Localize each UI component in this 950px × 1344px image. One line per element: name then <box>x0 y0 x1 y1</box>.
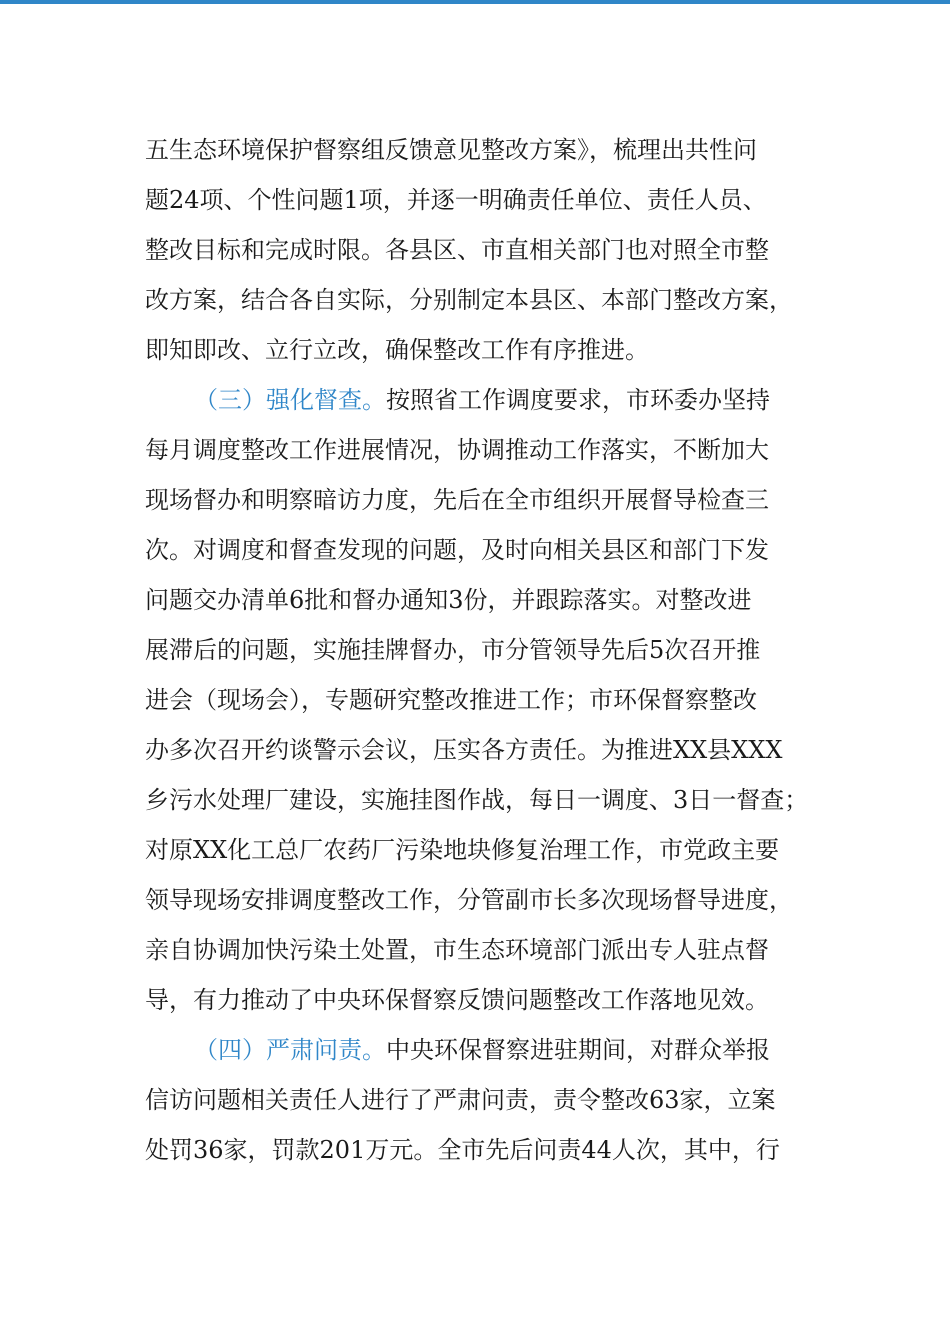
body-line: 亲自协调加快污染土处置，市生态环境部门派出专人驻点督 <box>145 936 769 964</box>
section-4-first-line <box>194 1030 874 1070</box>
section-4-heading: （四）严肃问责。 <box>194 1036 386 1064</box>
body-line: 五生态环境保护督察组反馈意见整改方案》，梳理出共性问 <box>145 136 757 164</box>
body-line: 即知即改、立行立改，确保整改工作有序推进。 <box>145 336 649 364</box>
body-line: 进会（现场会），专题研究整改推进工作；市环保督察整改 <box>145 686 757 714</box>
body-line: 每月调度整改工作进展情况，协调推动工作落实，不断加大 <box>145 436 769 464</box>
section-4-text: 中央环保督察进驻期间，对群众举报 <box>386 1036 770 1064</box>
body-line: 整改目标和完成时限。各县区、市直相关部门也对照全市整 <box>145 236 769 264</box>
body-line: 对原XX化工总厂农药厂污染地块修复治理工作，市党政主要 <box>145 836 780 864</box>
body-line: 办多次召开约谈警示会议，压实各方责任。为推进XX县XXX <box>145 736 783 764</box>
body-line: 领导现场安排调度整改工作，分管副市长多次现场督导进度， <box>145 886 793 914</box>
section-3-first-line <box>194 380 874 420</box>
body-line: 展滞后的问题，实施挂牌督办，市分管领导先后5次召开推 <box>145 636 761 664</box>
section-3-heading: （三）强化督查。 <box>194 386 386 414</box>
body-line: 乡污水处理厂建设，实施挂图作战，每日一调度、3日一督查； <box>145 786 809 814</box>
section-3-text: 按照省工作调度要求，市环委办坚持 <box>386 386 770 414</box>
body-line: 导，有力推动了中央环保督察反馈问题整改工作落地见效。 <box>145 986 769 1014</box>
body-line: 现场督办和明察暗访力度，先后在全市组织开展督导检查三 <box>145 486 769 514</box>
body-line: 题24项、个性问题1项，并逐一明确责任单位、责任人员、 <box>145 186 767 214</box>
body-line: 次。对调度和督查发现的问题，及时向相关县区和部门下发 <box>145 536 769 564</box>
body-line: 处罚36家，罚款201万元。全市先后问责44人次，其中，行 <box>145 1136 780 1164</box>
body-line: 信访问题相关责任人进行了严肃问责，责令整改63家，立案 <box>145 1086 776 1114</box>
body-line: 问题交办清单6批和督办通知3份，并跟踪落实。对整改进 <box>145 586 752 614</box>
body-line: 改方案，结合各自实际，分别制定本县区、本部门整改方案， <box>145 286 793 314</box>
